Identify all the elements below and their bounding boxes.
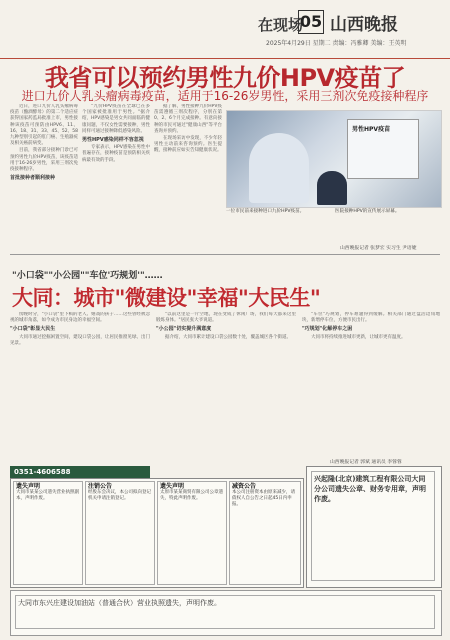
paragraph: 目前，我省部分接种门诊已可预约男性九价HPV疫苗，该疫苗适用于16-26岁男性，采用三剂次免疫接种程序。 <box>10 148 78 173</box>
paragraph: "九价HPV疫苗在全球已在多个国家被批准用于男性。"据介绍，HPV感染是男女共同面临的健康问题，不仅女性需要接种，男性同样可通过接种降低感染风险。 <box>82 104 150 134</box>
news-photo <box>226 110 442 208</box>
paragraph: 傍晚时分，"小口袋"里下棋的老人、嬉戏的孩子……这些曾经被忽视的城市角落，如今成为市民身边的幸福空间。 <box>10 312 150 324</box>
footer-ads <box>10 590 442 636</box>
ad-body: 本公司注册资本由原来减少，请债权人自公告之日起45日内申报。 <box>232 490 295 507</box>
article-headline: 大同：城市"微建设"幸福"大民生" <box>12 286 321 310</box>
subheading: 首批接种者顺利接种 <box>10 175 56 182</box>
paragraph: 近日，进口九价人乳头瘤病毒疫苗（酿酒酵母）的第二个适应症获得国家药监局批准上市，男性接种该疫苗可预防由HPV6、11、16、18、31、33、45、52、58九种型别引起的肛门癌、生殖器疣及相关癌前病变。 <box>10 104 78 147</box>
ad-title: 遗失声明 <box>160 483 185 490</box>
date-line: 2025年4月29日 星期二 责编：冯雅卿 美编：王英明 <box>266 40 407 47</box>
article-headline: 我省可以预约男性九价HPV疫苗了 <box>44 64 406 92</box>
section-divider <box>10 254 440 255</box>
ad-body: 太原市某某商贸有限公司公章遗失，特此声明作废。 <box>160 490 223 501</box>
article-column-2 <box>82 104 150 250</box>
subheading: "巧规划"化解停车之困 <box>302 326 353 333</box>
ad-body: 大同市某某公司遗失营业执照副本，声明作废。 <box>16 490 79 501</box>
ad-item: 大同市东兴庄建设加油站（普通合伙）营业执照遗失，声明作废。 <box>15 595 435 629</box>
article-column-3 <box>154 104 222 250</box>
article-kicker: "小口袋""小公园""车位'巧规划'"…… <box>12 271 163 281</box>
paragraph: 在现场采访中发现，不少年轻男性主动前来咨询预约。医生提醒，接种前应如实告知健康状况。 <box>154 136 222 154</box>
subheading: "小公园"切实提升满意度 <box>156 326 212 333</box>
article-column-2 <box>156 312 296 462</box>
byline: 山西晚报记者 郭斌 通讯员 李蓉蓉 <box>330 460 402 465</box>
ad-body: 经股东会决议，本公司拟向登记机关申请注销登记。 <box>88 490 151 501</box>
article-subhead: 进口九价人乳头瘤病毒疫苗，适用于16-26岁男性，采用三剂次免疫接种程序 <box>21 89 429 103</box>
paragraph: 据介绍，大同市累计建设口袋公园数十处，覆盖城区各个街道。 <box>165 334 291 340</box>
paragraph: "以前这里是一片空地，现在变成了休闲广场，我们每天都来这里锻炼身体。"居民张大爷说道。 <box>156 312 296 324</box>
page-header <box>0 0 450 59</box>
subheading: 男性HPV感染同样不容忽视 <box>82 137 144 144</box>
ad-item: 兴起隆(北京)建筑工程有限公司大同分公司遗失公章、财务专用章，声明作废。 <box>311 471 435 581</box>
ads-hotline: 0351-4606588 <box>10 466 150 478</box>
page-number: 05 <box>298 10 324 34</box>
paragraph: 大同市通过挖掘闲置空间，建设口袋公园，让居民推窗见绿、出门见景。 <box>10 334 150 346</box>
ad-title: 遗失声明 <box>16 483 41 490</box>
paragraph: "车位"巧规划，停车难题得到缓解。相关部门通过盘活边角地块，新增停车位，方便市民出行。 <box>302 312 440 324</box>
ad-item <box>13 481 83 585</box>
paragraph: 大同市将持续推进城市更新，让城市更有温度。 <box>311 334 406 340</box>
article-column-1 <box>10 312 150 462</box>
display-screen <box>347 119 419 179</box>
paragraph: 专家表示，HPV感染在男性中普遍存在，接种疫苗是预防相关疾病最有效的手段。 <box>82 145 150 163</box>
screen-text: 男性HPV疫苗 <box>352 126 391 133</box>
byline: 山西晚报记者 张梦宏 实习生 尹语婕 <box>340 246 417 251</box>
ad-item <box>85 481 155 585</box>
paragraph: 据了解，男性接种九价HPV疫苗需遵循三剂次程序，分别在第0、2、6个月完成接种。有意向接种的市民可通过"健康山西"等平台查询并预约。 <box>154 104 222 134</box>
ad-title: 减资公告 <box>232 483 257 490</box>
photo-caption: 一位市民前来接种进口九价HPV疫苗。 <box>226 209 305 214</box>
subheading: "小口袋"彰显大民生 <box>10 326 56 333</box>
ad-item <box>157 481 227 585</box>
section-name: 在现场 <box>258 16 304 34</box>
article-column-3 <box>302 312 440 462</box>
article-column-1 <box>10 104 78 250</box>
ad-title: 注销公告 <box>88 483 113 490</box>
classified-ads <box>10 478 304 588</box>
photo-caption: 医院接种HPV的宣传展示屏幕。 <box>335 209 400 214</box>
photo-person <box>249 133 309 203</box>
photo-person <box>317 171 347 205</box>
newspaper-logo: 山西晚报 <box>330 15 398 35</box>
classified-ad-box <box>306 466 442 588</box>
ad-item <box>229 481 301 585</box>
